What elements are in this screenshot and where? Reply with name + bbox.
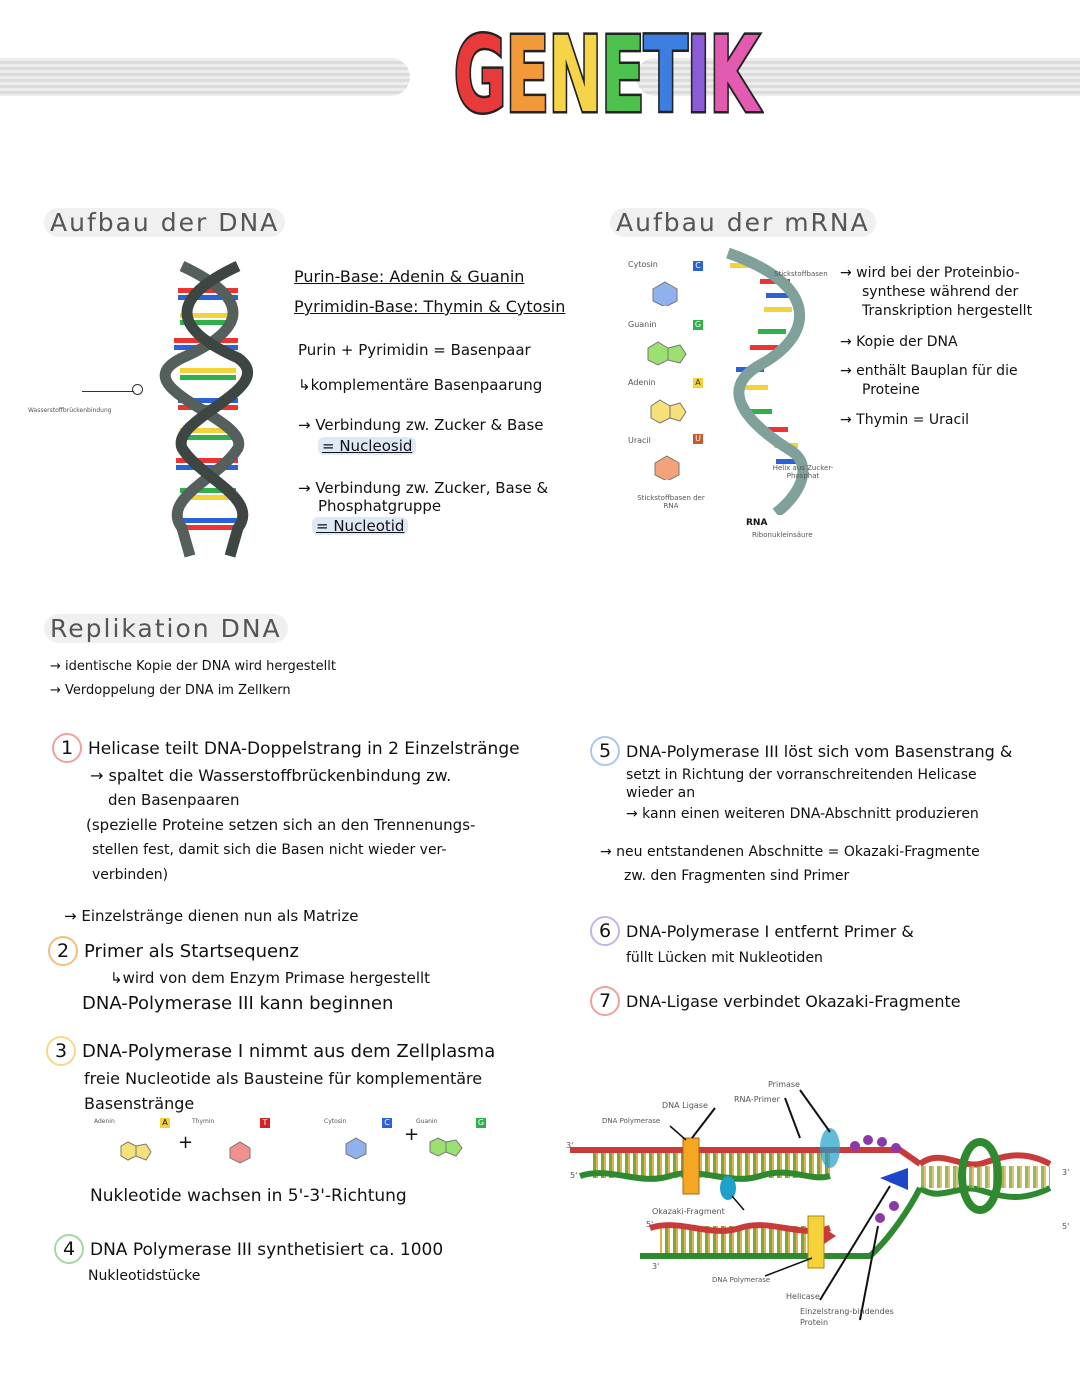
parental-strand-top <box>920 1155 1050 1164</box>
strand-end-label: 5' <box>570 1171 578 1180</box>
adenin-nucleotide-icon <box>120 1140 156 1164</box>
step-5 <box>590 736 1012 826</box>
step-number: 6 <box>590 916 620 946</box>
step-5-extra: zw. den Fragmenten sind Primer <box>624 868 850 884</box>
nucleotide-name: Thymin <box>192 1118 215 1125</box>
step-text: DNA-Polymerase III löst sich vom Basenstrang & <box>626 742 1013 761</box>
cytosin-nucleotide-icon <box>342 1136 372 1160</box>
header-stripe-left <box>0 58 410 96</box>
diagram-label-ssb: Einzelstrang-bindendes Protein <box>800 1307 894 1327</box>
dna-note-komplementaer: ↳komplementäre Basenpaarung <box>298 376 543 394</box>
step-text: DNA-Polymerase III kann beginnen <box>82 993 394 1014</box>
dna-note-nucleosid <box>318 436 416 457</box>
nucleosid-highlight: = Nucleosid <box>318 437 416 455</box>
mrna-note: synthese während der <box>862 284 1019 300</box>
dna-side-label: Wasserstoffbrückenbindung <box>28 407 112 414</box>
rna-label-stickstoffbasen: Stickstoffbasen <box>774 270 828 278</box>
nucleotide-badge: G <box>477 1118 485 1127</box>
mrna-note: → Kopie der DNA <box>840 334 958 350</box>
dna-note-phosphat: Phosphatgruppe <box>318 497 442 515</box>
dna-note-text: Purin-Base: Adenin & Guanin <box>294 267 525 286</box>
step-text: Helicase teilt DNA-Doppelstrang in 2 Einzelstränge <box>88 739 520 759</box>
step-text: DNA-Polymerase I entfernt Primer & <box>626 922 914 941</box>
base-name-adenin: Adenin <box>628 378 656 387</box>
step-text: verbinden) <box>92 867 169 883</box>
plus-sign: + <box>404 1124 420 1145</box>
dna-helix-illustration <box>150 258 270 558</box>
mrna-note: Proteine <box>862 382 920 398</box>
dna-note-verbindung2: → Verbindung zw. Zucker, Base & <box>298 479 549 497</box>
step-number: 7 <box>590 986 620 1016</box>
step-4 <box>54 1234 443 1289</box>
rna-label: RNA <box>746 518 768 528</box>
step-text: Basenstränge <box>84 1094 195 1113</box>
dna-note-text: Pyrimidin-Base: Thymin & Cytosin <box>294 297 566 316</box>
dna-note-purin <box>294 266 524 287</box>
step-number: 1 <box>52 733 82 763</box>
mrna-note: → enthält Bauplan für die <box>840 363 1018 379</box>
strand-end-label: 3' <box>566 1141 574 1150</box>
replikation-heading: Replikation DNA <box>44 614 288 643</box>
nucleotide-name: Cytosin <box>324 1118 347 1125</box>
hydrogen-bond-line <box>82 391 134 392</box>
step-text: stellen fest, damit sich die Basen nicht wieder ver- <box>92 842 447 858</box>
nucleotide-badge: T <box>260 1118 270 1128</box>
base-badge-u: U <box>693 434 703 444</box>
diagram-label-primase: Primase <box>768 1080 800 1089</box>
rna-label-sub: Ribonukleinsäure <box>752 531 813 539</box>
title-letter: N <box>548 14 601 136</box>
strand-end-label: 5' <box>646 1220 654 1229</box>
base-name-uracil: Uracil <box>628 436 651 445</box>
base-name-guanin: Guanin <box>628 320 657 329</box>
step-text: setzt in Richtung der vorranschreitenden Helicase <box>626 767 977 783</box>
nucleotide-name: Adenin <box>94 1118 115 1125</box>
strand-end-label: 5' <box>1062 1222 1070 1231</box>
mrna-heading: Aufbau der mRNA <box>610 208 876 237</box>
replikation-intro: → Verdoppelung der DNA im Zellkern <box>50 683 291 698</box>
step-text: Primer als Startsequenz <box>84 941 299 962</box>
step-text: DNA-Ligase verbindet Okazaki-Fragmente <box>626 992 961 1011</box>
guanin-nucleotide-icon <box>428 1136 468 1160</box>
step-3-nucleotides <box>92 1116 492 1176</box>
step-text: DNA Polymerase III synthetisiert ca. 1000 <box>90 1240 444 1260</box>
guanin-molecule-icon <box>646 340 690 366</box>
step-text: (spezielle Proteine setzen sich an den Trennenungs- <box>86 816 476 834</box>
dna-note-pyrimidin <box>294 296 565 317</box>
step-number: 3 <box>46 1036 76 1066</box>
step-number: 5 <box>590 736 620 766</box>
pointer-line <box>732 1196 744 1210</box>
diagram-label-rna-primer: RNA-Primer <box>734 1095 780 1104</box>
step-7 <box>590 986 961 1016</box>
step-text: den Basenpaaren <box>108 791 240 809</box>
pointer-line <box>800 1090 830 1132</box>
title-letter: I <box>686 14 710 136</box>
polymerase-block <box>808 1216 824 1268</box>
parental-strand-bottom <box>920 1188 1050 1197</box>
hydrogen-bond-dot <box>132 384 143 395</box>
mrna-note: → Thymin = Uracil <box>840 412 969 428</box>
rna-bases-panel <box>620 258 720 518</box>
dna-note-nucleotid <box>312 516 408 537</box>
diagram-label-dna-polymerase-bottom: DNA Polymerase <box>712 1276 771 1284</box>
base-badge-g: G <box>694 320 702 329</box>
thymin-nucleotide-icon <box>226 1140 256 1164</box>
dna-heading: Aufbau der DNA <box>44 208 285 237</box>
step-text: wieder an <box>626 785 696 801</box>
title-letter: E <box>600 14 644 136</box>
pointer-line <box>765 1258 812 1276</box>
strand-end-label: 3' <box>652 1262 660 1271</box>
title-letter: E <box>505 14 549 136</box>
pointer-line <box>670 1126 686 1140</box>
base-badge-c: C <box>693 261 703 271</box>
step-text: freie Nucleotide als Bausteine für komplementäre <box>84 1069 483 1088</box>
nucleotide-badge: A <box>160 1118 170 1128</box>
primase-ring <box>820 1128 840 1168</box>
step-6 <box>590 916 914 970</box>
cytosin-molecule-icon <box>650 280 680 306</box>
step-text: → kann einen weiteren DNA-Abschnitt produzieren <box>626 806 979 822</box>
page-title <box>453 10 758 140</box>
dna-note-verbindung1: → Verbindung zw. Zucker & Base <box>298 416 544 434</box>
mrna-note: → wird bei der Proteinbio- <box>840 265 1020 281</box>
strand-end-label: 3' <box>1062 1168 1070 1177</box>
diagram-label-dna-ligase: DNA Ligase <box>662 1101 708 1110</box>
diagram-label-helicase: Helicase <box>786 1292 820 1301</box>
step-text: Nukleotidstücke <box>88 1268 201 1284</box>
mrna-note: Transkription hergestellt <box>862 303 1033 319</box>
pointer-line <box>692 1108 715 1138</box>
step-text: DNA-Polymerase I nimmt aus dem Zellplasma <box>82 1041 496 1062</box>
step-3-footer: Nukleotide wachsen in 5'-3'-Richtung <box>90 1186 407 1206</box>
step-number: 4 <box>54 1234 84 1264</box>
title-letter: G <box>453 14 506 136</box>
adenin-molecule-icon <box>650 398 690 424</box>
rna-label-helix: Helix aus Zucker-Phosphat <box>772 464 834 480</box>
step-text: ↳wird von dem Enzym Primase hergestellt <box>110 969 431 987</box>
nucleotid-highlight: = Nucleotid <box>312 517 408 535</box>
base-badge-a: A <box>693 378 703 388</box>
step-text: → spaltet die Wasserstoffbrückenbindung zw. <box>90 766 452 785</box>
diagram-label-okazaki: Okazaki-Fragment <box>652 1207 725 1216</box>
parental-rungs <box>920 1166 1050 1188</box>
base-name-cytosin: Cytosin <box>628 260 658 269</box>
title-letter: K <box>709 14 758 136</box>
uracil-molecule-icon <box>652 454 682 480</box>
step-number: 2 <box>48 936 78 966</box>
dna-note-basenpaar: Purin + Pyrimidin = Basenpaar <box>298 341 531 359</box>
pointer-line <box>785 1098 800 1138</box>
okazaki-marker <box>720 1176 736 1200</box>
diagram-label-dna-polymerase-top: DNA Polymerase <box>602 1117 661 1125</box>
step-1 <box>52 733 520 888</box>
dna-ligase-block <box>683 1138 699 1194</box>
plus-sign: + <box>178 1132 194 1153</box>
step-2 <box>48 936 430 1016</box>
title-letter: T <box>643 14 687 136</box>
step-text: füllt Lücken mit Nukleotiden <box>626 950 823 966</box>
step-3 <box>46 1036 495 1116</box>
nucleotide-badge: C <box>382 1118 392 1128</box>
helicase-wedge <box>880 1168 908 1190</box>
step-5-extra: → neu entstandenen Abschnitte = Okazaki-Fragmente <box>600 844 980 860</box>
replikation-intro: → identische Kopie der DNA wird hergestellt <box>50 659 336 674</box>
nucleotide-name: Guanin <box>416 1118 438 1125</box>
step-between: → Einzelstränge dienen nun als Matrize <box>64 907 359 925</box>
rna-bases-caption: Stickstoffbasen der RNA <box>637 494 705 510</box>
